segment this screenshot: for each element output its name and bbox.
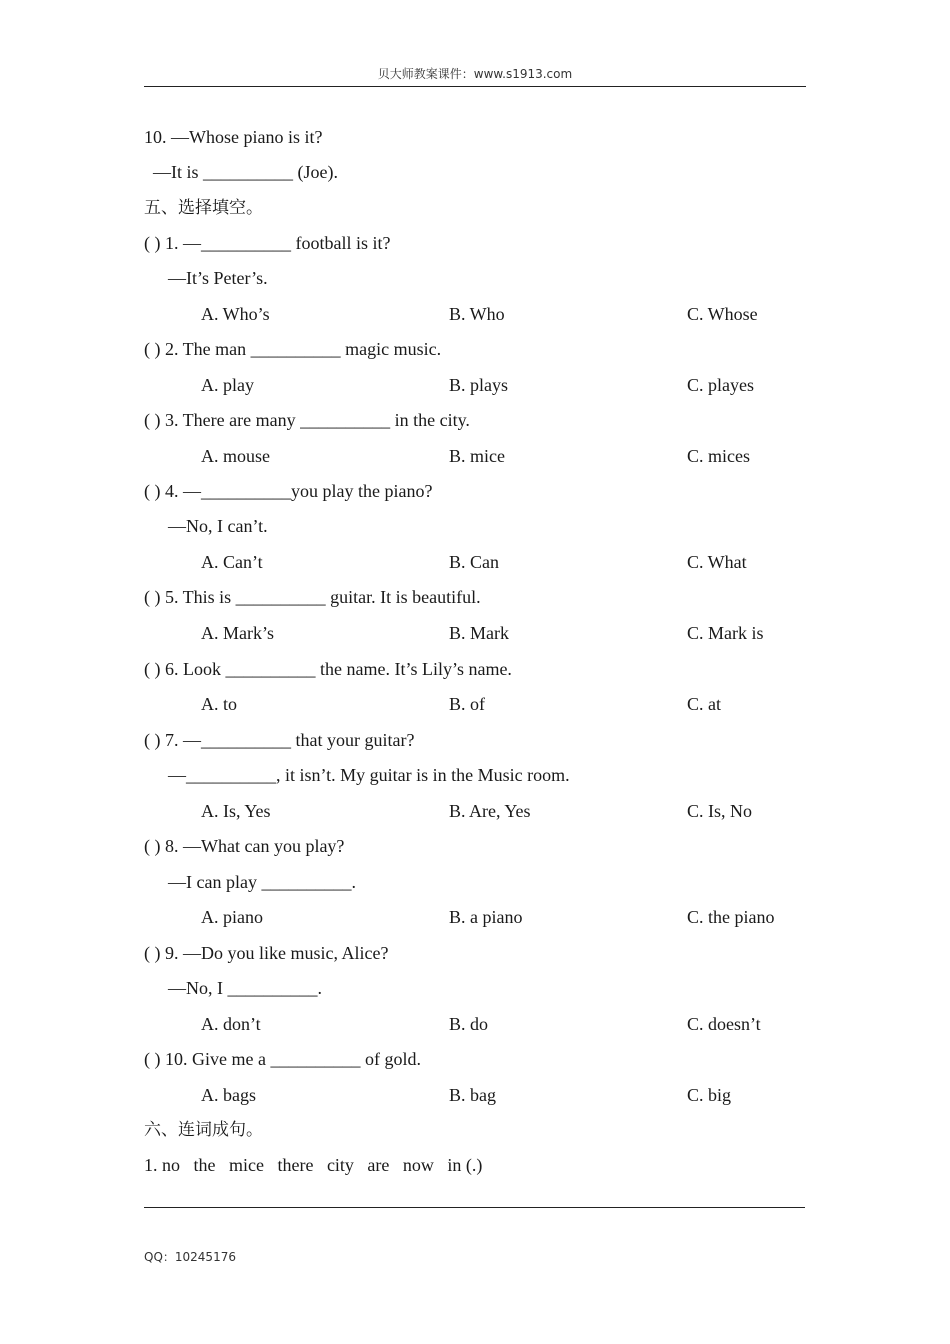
mc-9-option-b: B. do [449,1014,489,1034]
mc-8-option-c: C. the piano [687,907,775,927]
mc-9-option-c: C. doesn’t [687,1014,761,1034]
page-footer: QQ：10245176 [144,1250,236,1264]
mc-4-option-a: A. Can’t [201,552,263,572]
mc-10-option-b: B. bag [449,1085,496,1105]
mc-question-1-reply: —It’s Peter’s. [168,268,268,288]
mc-question-7-reply: —__________, it isn’t. My guitar is in the Music room. [168,765,570,785]
mc-question-1: ( ) 1. —__________ football is it? [144,233,391,253]
question-10-answer: —It is __________ (Joe). [153,162,338,182]
mc-8-option-a: A. piano [201,907,263,927]
mc-2-option-a: A. play [201,375,254,395]
mc-10-option-a: A. bags [201,1085,256,1105]
mc-question-10: ( ) 10. Give me a __________ of gold. [144,1049,421,1069]
mc-1-option-a: A. Who’s [201,304,270,324]
mc-question-3: ( ) 3. There are many __________ in the city. [144,410,470,430]
mc-5-option-c: C. Mark is [687,623,764,643]
mc-question-4-reply: —No, I can’t. [168,516,268,536]
section-6-title: 六、连词成句。 [144,1120,263,1140]
mc-question-9: ( ) 9. —Do you like music, Alice? [144,943,389,963]
mc-question-4: ( ) 4. —__________you play the piano? [144,481,433,501]
mc-question-7: ( ) 7. —__________ that your guitar? [144,730,415,750]
mc-4-option-c: C. What [687,552,747,572]
mc-7-option-b: B. Are, Yes [449,801,531,821]
mc-6-option-b: B. of [449,694,485,714]
mc-10-option-c: C. big [687,1085,732,1105]
mc-question-8: ( ) 8. —What can you play? [144,836,345,856]
mc-3-option-a: A. mouse [201,446,270,466]
sentence-question-1: 1. no the mice there city are now in (.) [144,1155,483,1175]
mc-9-option-a: A. don’t [201,1014,261,1034]
mc-5-option-b: B. Mark [449,623,509,643]
mc-question-5: ( ) 5. This is __________ guitar. It is beautiful. [144,587,481,607]
mc-7-option-a: A. Is, Yes [201,801,271,821]
mc-question-8-reply: —I can play __________. [168,872,356,892]
mc-4-option-b: B. Can [449,552,500,572]
question-10-prompt: 10. —Whose piano is it? [144,127,323,147]
header-text: 贝大师教案课件：www.s1913.com [377,67,573,81]
mc-2-option-b: B. plays [449,375,509,395]
section-5-title: 五、选择填空。 [144,198,263,218]
mc-1-option-b: B. Who [449,304,505,324]
mc-8-option-b: B. a piano [449,907,523,927]
mc-1-option-c: C. Whose [687,304,758,324]
mc-3-option-b: B. mice [449,446,505,466]
mc-3-option-c: C. mices [687,446,750,466]
mc-question-6: ( ) 6. Look __________ the name. It’s Lily’s name. [144,659,512,679]
mc-6-option-c: C. at [687,694,721,714]
mc-6-option-a: A. to [201,694,237,714]
mc-7-option-c: C. Is, No [687,801,753,821]
mc-question-9-reply: —No, I __________. [168,978,322,998]
mc-5-option-a: A. Mark’s [201,623,274,643]
mc-question-2: ( ) 2. The man __________ magic music. [144,339,442,359]
mc-2-option-c: C. playes [687,375,754,395]
answer-line[interactable] [144,1207,805,1208]
page-header [144,64,806,87]
